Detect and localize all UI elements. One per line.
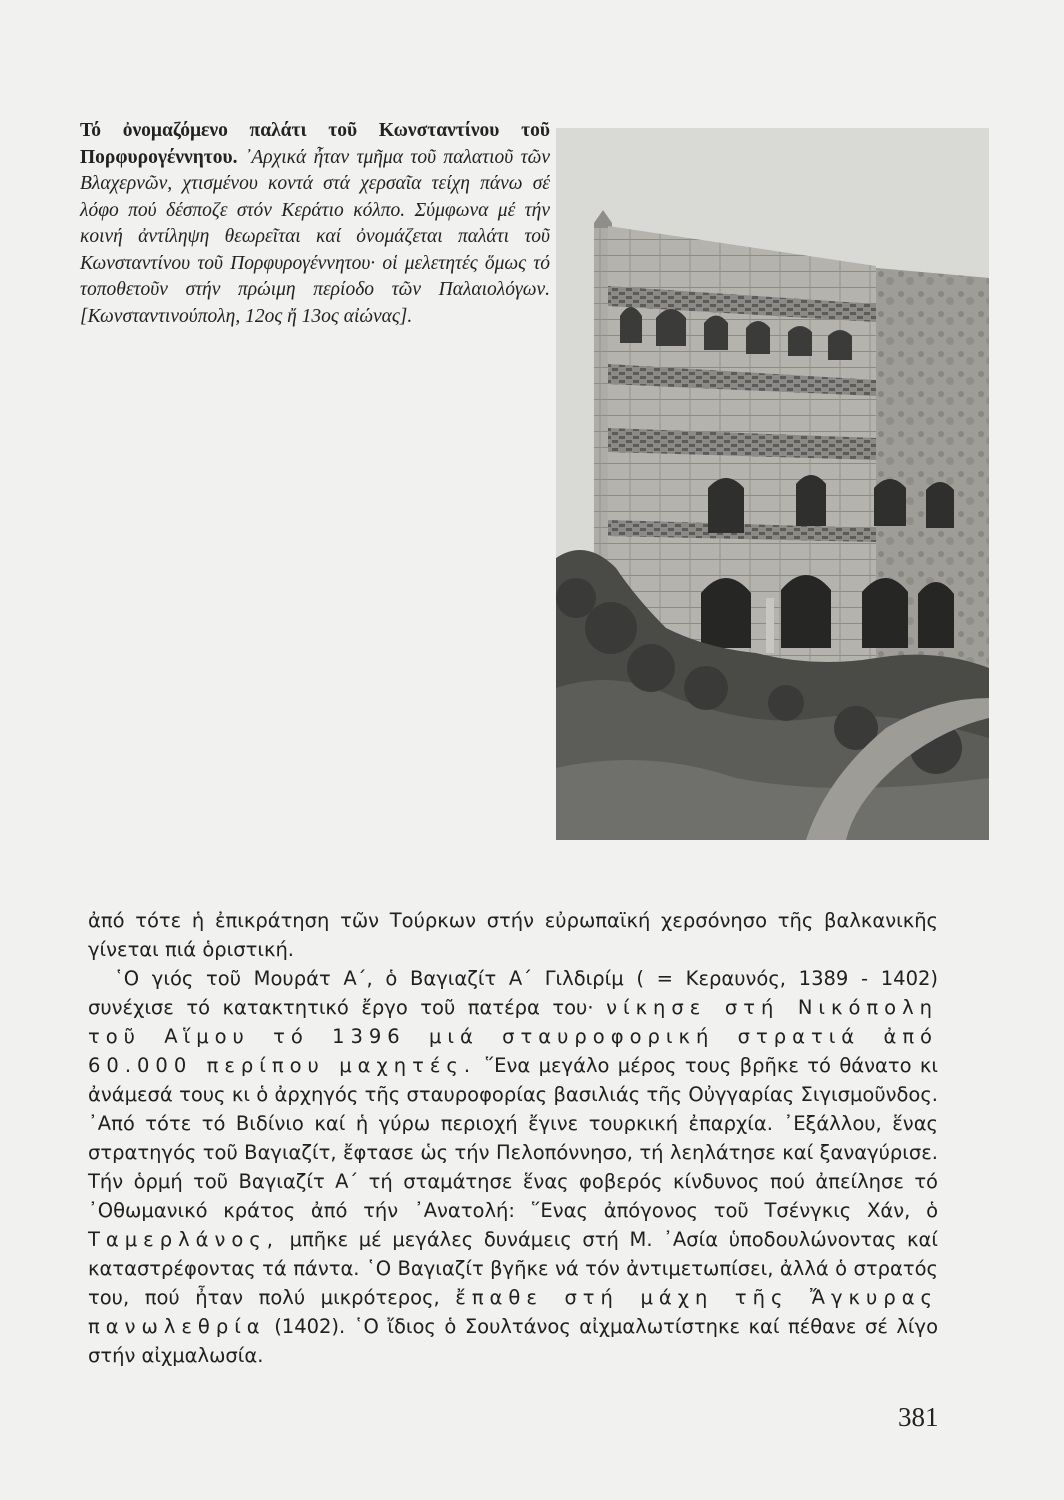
caption-title: Τό ὀνομαζόμενο παλάτι τοῦ Κωνσταντίνου τοῦ Πορφυρογέννητου. — [80, 120, 550, 168]
paragraph-2-emphasis: νίκησε στή Νικόπολη τοῦ Αἵμου τό 1396 μιά σταυροφορική στρατιά ἀπό 60.000 περίπου μαχητές. — [88, 996, 939, 1077]
paragraph-2-part-a: ῾Ο γιός τοῦ Μουράτ Α΄, ὁ Βαγιαζίτ Α΄ Γιλδιρίμ ( = Κεραυνός, 1389 - 1402) συνέχισε τό κατακτητικό ἔργο τοῦ πατέρα του· — [88, 967, 938, 1019]
main-text — [88, 906, 938, 1370]
paragraph-2-part-e: μπῆκε μέ μεγάλες δυνάμεις στή Μ. ᾿Ασία ὑποδουλώνοντας καί καταστρέφοντας τά πάντα. ῾Ο Βαγιαζίτ βγῆκε νά τόν ἀντιμετωπίσει, ἀλλά ὁ στρατός του, πού ἦταν πολύ μικρότερος, — [88, 1228, 939, 1309]
paragraph-1: ἀπό τότε ἡ ἐπικράτηση τῶν Τούρκων στήν εὐρωπαϊκή χερσόνησο τῆς βαλκανικῆς γίνεται πιά ὁριστική. — [88, 909, 938, 961]
ankara-emphasis: ἔπαθε στή μάχη τῆς Ἄγκυρας πανωλεθρία — [88, 1286, 938, 1338]
page-number: 381 — [898, 1402, 939, 1432]
paragraph-2-part-c: ῞Ενα μεγάλο μέρος τους βρῆκε τό θάνατο κι ἀνάμεσά τους κι ὁ ἀρχηγός τῆς σταυροφορίας βασιλιάς τῆς Οὐγγαρίας Σιγισμοῦνδος. ᾿Από τότε τό Βιδίνιο καί ἡ γύρω περιοχή ἔγινε τουρκική ἐπαρχία. ᾿Εξάλλου, ἕνας στρατηγός τοῦ Βαγιαζίτ, ἔφτασε ὡς τήν Πελοπόννησο, τή λεηλάτησε καί ξαναγύρισε. Τήν ὁρμή τοῦ Βαγιαζίτ Α΄ τή σταμάτησε ἕνας φοβερός κίνδυνος πού ἀπείλησε τό ᾿Οθωμανικό κράτος ἀπό τήν ᾿Ανατολή: ῞Ενας ἀπόγονος τοῦ Τσένγκις Χάν, ὁ — [88, 1054, 938, 1222]
paragraph-2-part-g: (1402). ῾Ο ἴδιος ὁ Σουλτάνος αἰχμαλωτίστηκε καί πέθανε σέ λίγο στήν αἰχμαλωσία. — [88, 1315, 939, 1367]
palace-photograph — [556, 128, 989, 840]
paragraph-2 — [88, 964, 938, 1370]
palace-illustration — [556, 128, 989, 840]
caption-text: ᾿Αρχικά ἦταν τμῆμα τοῦ παλατιοῦ τῶν Βλαχερνῶν, χτισμένου κοντά στά χερσαῖα τείχη πάνω σέ λόφο πού δέσποζε στόν Κεράτιο κόλπο. Σύμφωνα μέ τήν κοινή ἀντίληψη θεωρεῖται καί ὀνομάζεται παλάτι τοῦ Κωνσταντίνου τοῦ Πορφυρογέννητου· οἱ μελετητές ὅμως τό τοποθετοῦν στήν πρώιμη περίοδο τῶν Παλαιολόγων. [Κωνσταντινούπολη, 12ος ἤ 13ος αἰώνας]. — [80, 146, 550, 327]
photo-caption — [80, 118, 550, 330]
tamerlane-name: Ταμερλάνος, — [88, 1228, 279, 1251]
